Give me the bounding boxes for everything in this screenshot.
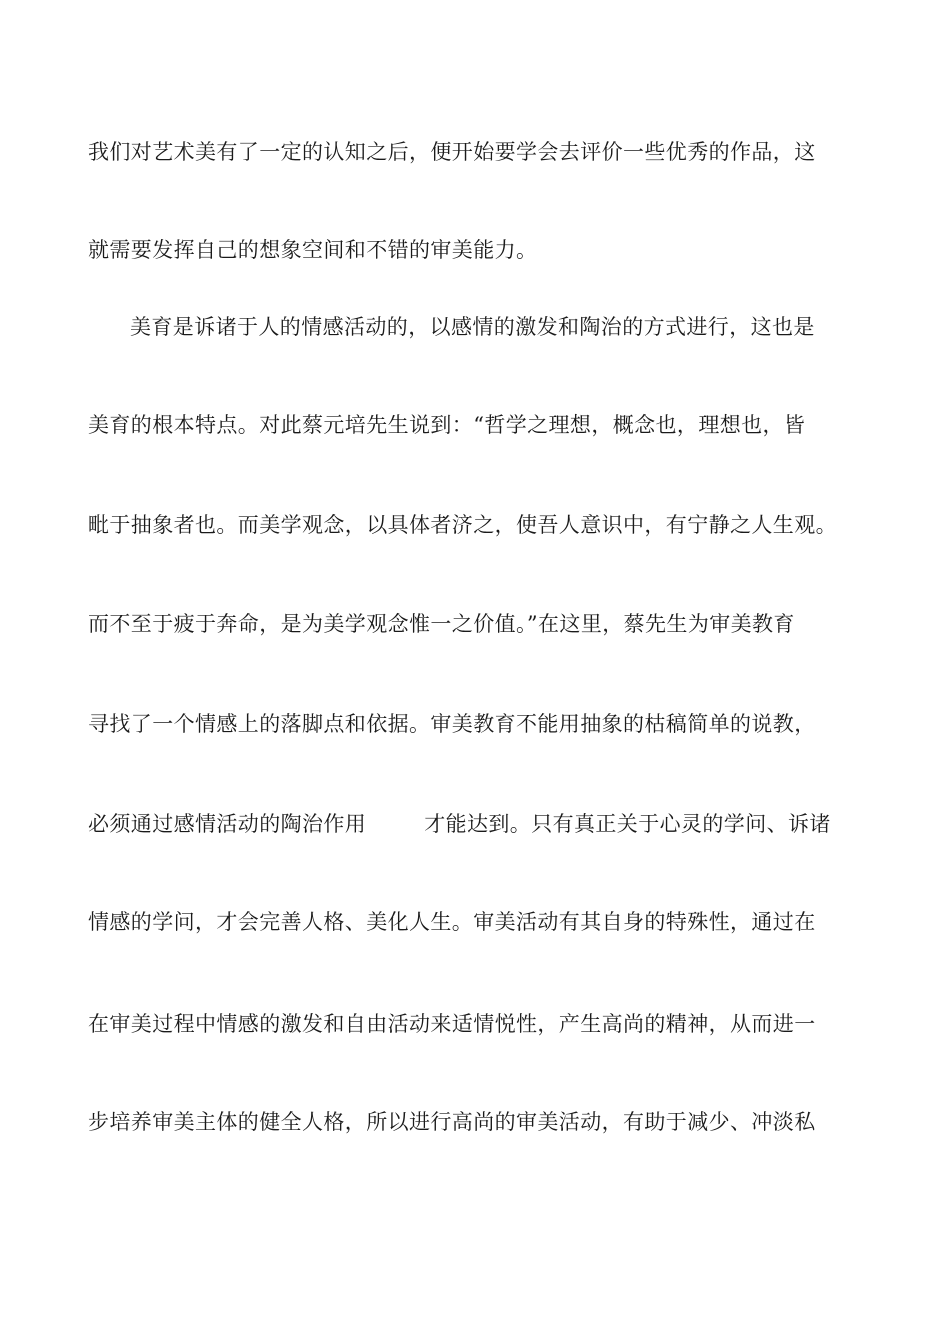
text-line-9: 情感的学问，才会完善人格、美化人生。审美活动有其自身的特殊性，通过在 (88, 910, 816, 934)
text-line-5: 毗于抽象者也。而美学观念，以具体者济之，使吾人意识中，有宁静之人生观。 (88, 513, 837, 537)
text-line-8-part-2: 才能达到。只有真正关于心灵的学问、诉诸 (424, 812, 831, 836)
text-line-11: 步培养审美主体的健全人格，所以进行高尚的审美活动，有助于减少、冲淡私 (88, 1110, 816, 1134)
text-line-8-part-1: 必须通过感情活动的陶治作用 (88, 812, 367, 836)
text-line-6: 而不至于疲于奔命，是为美学观念惟一之价值。”在这里，蔡先生为审美教育 (88, 612, 795, 636)
text-line-7: 寻找了一个情感上的落脚点和依据。审美教育不能用抽象的枯稿简单的说教， (88, 712, 816, 736)
text-line-3: 美育是诉诸于人的情感活动的，以感情的激发和陶治的方式进行，这也是 (130, 315, 815, 339)
text-line-1: 我们对艺术美有了一定的认知之后，便开始要学会去评价一些优秀的作品，这 (88, 140, 816, 164)
text-line-8 (88, 810, 831, 838)
text-line-10: 在审美过程中情感的激发和自由活动来适情悦性，产生高尚的精神，从而进一 (88, 1012, 816, 1036)
text-line-4: 美育的根本特点。对此蔡元培先生说到：“哲学之理想，概念也，理想也，皆 (88, 413, 806, 437)
text-line-2: 就需要发挥自己的想象空间和不错的审美能力。 (88, 238, 538, 262)
